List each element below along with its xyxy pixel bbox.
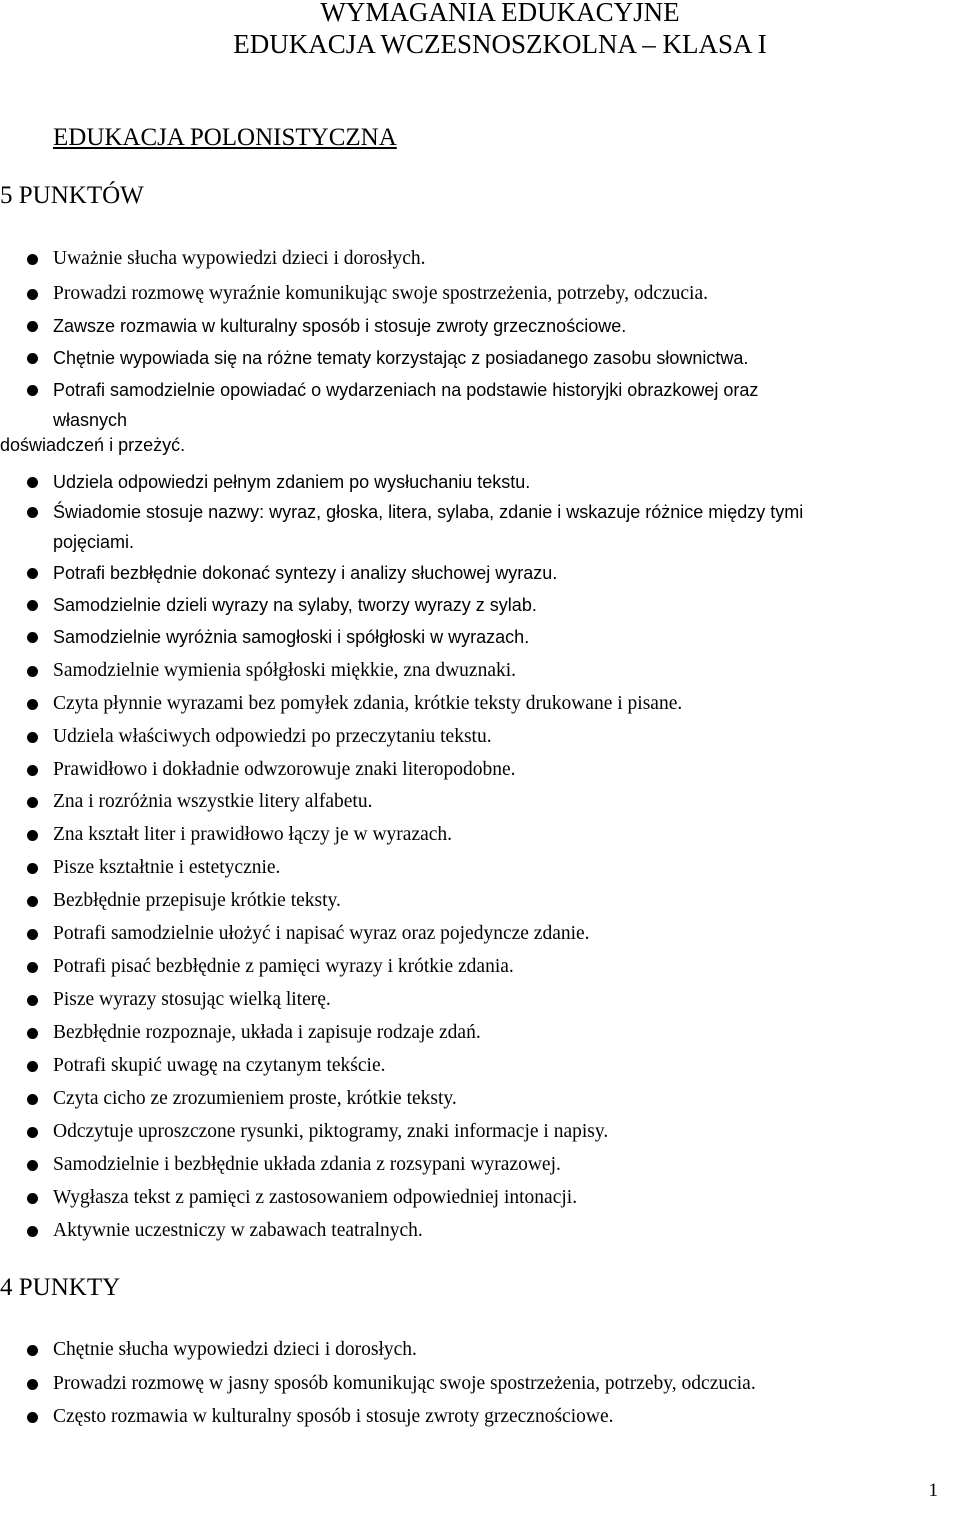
bullet-icon	[27, 507, 38, 518]
level-heading-5-points: 5 PUNKTÓW	[0, 182, 144, 209]
list-item-text: Chętnie słucha wypowiedzi dzieci i dorosłych.	[53, 1339, 417, 1360]
list-item-text: Potrafi bezbłędnie dokonać syntezy i analizy słuchowej wyrazu.	[53, 563, 558, 583]
bullet-icon	[27, 289, 38, 300]
bullet-icon	[27, 1127, 38, 1138]
list-item-text: Czyta płynnie wyrazami bez pomyłek zdania, krótkie teksty drukowane i pisane.	[53, 693, 683, 714]
list-item-text: Samodzielnie i bezbłędnie układa zdania z rozsypani wyrazowej.	[53, 1154, 561, 1175]
section-title: EDUKACJA POLONISTYCZNA	[53, 124, 397, 151]
bullet-icon	[27, 600, 38, 611]
bullet-icon	[27, 929, 38, 940]
list-item-text: Udziela właściwych odpowiedzi po przeczytaniu tekstu.	[53, 726, 492, 747]
list-item-text: Pisze wyrazy stosując wielką literę.	[53, 989, 331, 1010]
bullet-icon	[27, 1160, 38, 1171]
bullet-icon	[27, 765, 38, 776]
list-item-text: Prowadzi rozmowę wyraźnie komunikując swoje spostrzeżenia, potrzeby, odczucia.	[53, 283, 708, 304]
list-item-text: Pisze kształtnie i estetycznie.	[53, 857, 281, 878]
list-item-text: Potrafi samodzielnie ułożyć i napisać wyraz oraz pojedyncze zdanie.	[53, 923, 590, 944]
bullet-icon	[27, 1061, 38, 1072]
bullet-icon	[27, 477, 38, 488]
bullet-icon	[27, 1345, 38, 1356]
bullet-icon	[27, 732, 38, 743]
list-item-text: Zna kształt liter i prawidłowo łączy je w wyrazach.	[53, 824, 453, 845]
bullet-icon	[27, 666, 38, 677]
bullet-icon	[27, 830, 38, 841]
list-item-text: Prawidłowo i dokładnie odwzorowuje znaki literopodobne.	[53, 759, 516, 780]
bullet-icon	[27, 1226, 38, 1237]
list-item-continuation: doświadczeń i przeżyć.	[0, 435, 186, 455]
bullet-icon	[27, 896, 38, 907]
list-item-text: Bezbłędnie przepisuje krótkie teksty.	[53, 890, 341, 911]
bullet-icon	[27, 1379, 38, 1390]
bullet-icon	[27, 699, 38, 710]
list-item-text: Udziela odpowiedzi pełnym zdaniem po wysłuchaniu tekstu.	[53, 472, 531, 492]
bullet-icon	[27, 568, 38, 579]
list-item-text: Aktywnie uczestniczy w zabawach teatralnych.	[53, 1220, 423, 1241]
bullet-icon	[27, 1028, 38, 1039]
list-item-text: Często rozmawia w kulturalny sposób i stosuje zwroty grzecznościowe.	[53, 1406, 614, 1427]
bullet-icon	[27, 321, 38, 332]
bullet-icon	[27, 995, 38, 1006]
list-item-text: Samodzielnie wyróżnia samogłoski i spółgłoski w wyrazach.	[53, 627, 530, 647]
list-item-text: Bezbłędnie rozpoznaje, układa i zapisuje rodzaje zdań.	[53, 1022, 481, 1043]
list-item-text: Samodzielnie dzieli wyrazy na sylaby, tworzy wyrazy z sylab.	[53, 595, 537, 615]
page-number: 1	[928, 1480, 938, 1501]
list-item-text: Wygłasza tekst z pamięci z zastosowaniem odpowiedniej intonacji.	[53, 1187, 578, 1208]
list-item-text: Potrafi skupić uwagę na czytanym tekście.	[53, 1055, 386, 1076]
list-item-continuation: pojęciami.	[53, 532, 135, 552]
list-item-text: Odczytuje uproszczone rysunki, piktogramy, znaki informacje i napisy.	[53, 1121, 609, 1142]
bullet-icon	[27, 385, 38, 396]
document-title-line-2: EDUKACJA WCZESNOSZKOLNA – KLASA I	[233, 29, 767, 59]
list-item-text: Zna i rozróżnia wszystkie litery alfabetu.	[53, 791, 373, 812]
list-item-continuation: własnych	[53, 410, 128, 430]
bullet-icon	[27, 254, 38, 265]
list-item-text: Potrafi samodzielnie opowiadać o wydarzeniach na podstawie historyjki obrazkowej oraz	[53, 380, 759, 400]
bullet-icon	[27, 1193, 38, 1204]
bullet-icon	[27, 962, 38, 973]
bullet-icon	[27, 863, 38, 874]
list-item-text: Chętnie wypowiada się na różne tematy korzystając z posiadanego zasobu słownictwa.	[53, 348, 749, 368]
bullet-icon	[27, 1094, 38, 1105]
list-item-text: Świadomie stosuje nazwy: wyraz, głoska, litera, sylaba, zdanie i wskazuje różnice między tymi	[53, 502, 804, 522]
level-heading-4-points: 4 PUNKTY	[0, 1274, 121, 1301]
bullet-icon	[27, 1412, 38, 1423]
list-item-text: Samodzielnie wymienia spółgłoski miękkie, zna dwuznaki.	[53, 660, 517, 681]
bullet-icon	[27, 353, 38, 364]
list-item-text: Uważnie słucha wypowiedzi dzieci i dorosłych.	[53, 248, 426, 269]
list-item-text: Zawsze rozmawia w kulturalny sposób i stosuje zwroty grzecznościowe.	[53, 316, 627, 336]
bullet-icon	[27, 797, 38, 808]
list-item-text: Potrafi pisać bezbłędnie z pamięci wyrazy i krótkie zdania.	[53, 956, 514, 977]
document-title-line-1: WYMAGANIA EDUKACYJNE	[320, 0, 680, 27]
list-item-text: Prowadzi rozmowę w jasny sposób komunikując swoje spostrzeżenia, potrzeby, odczucia.	[53, 1373, 756, 1394]
bullet-icon	[27, 632, 38, 643]
list-item-text: Czyta cicho ze zrozumieniem proste, krótkie teksty.	[53, 1088, 457, 1109]
